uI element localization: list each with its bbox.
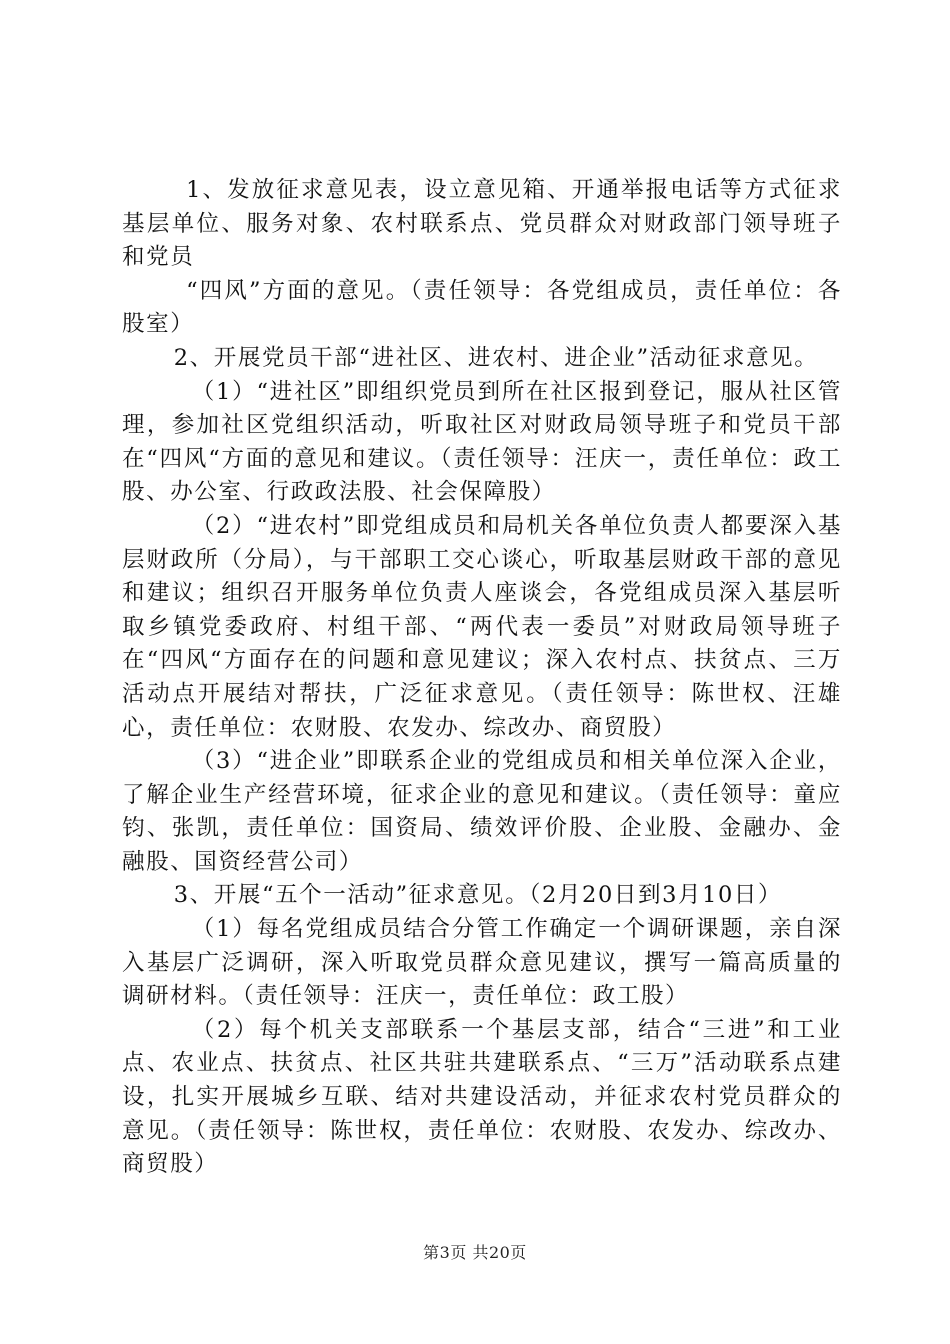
paragraph-item-2-1: （1）“进社区”即组织党员到所在社区报到登记，服从社区管理，参加社区党组织活动，听取社区对财政局领导班子和党员干部在“四风“方面的意见和建议。（责任领导：汪庆一，责任单位：政工股、办公室、行政政法股、社会保障股）	[122, 378, 842, 506]
paragraph-item-2: 2、开展党员干部“进社区、进农村、进企业”活动征求意见。	[173, 344, 819, 371]
paragraph-item-1: 1、发放征求意见表，设立意见箱、开通举报电话等方式征求基层单位、服务对象、农村联系点、党员群众对财政部门领导班子和党员	[122, 177, 842, 271]
paragraph-item-3-2: （2）每个机关支部联系一个基层支部，结合“三进”和工业点、农业点、扶贫点、社区共驻共建联系点、“三万”活动联系点建设，扎实开展城乡互联、结对共建设活动，并征求农村党员群众的意见。（责任领导：陈世权，责任单位：农财股、农发办、综改办、商贸股）	[122, 1016, 842, 1178]
paragraph-item-2-3: （3）“进企业”即联系企业的党组成员和相关单位深入企业，了解企业生产经营环境，征求企业的意见和建议。（责任领导：童应钧、张凯，责任单位：国资局、绩效评价股、企业股、金融办、金融股、国资经营公司）	[122, 748, 842, 875]
document-body	[122, 174, 842, 1182]
paragraph-item-3: 3、开展“五个一活动”征求意见。（2月20日到3月10日）	[173, 882, 783, 909]
page-number-footer: 第3页 共20页	[423, 1243, 527, 1262]
paragraph-item-1-continued: “四风”方面的意见。（责任领导：各党组成员，责任单位：各股室）	[122, 277, 842, 338]
paragraph-item-2-2: （2）“进农村”即党组成员和局机关各单位负责人都要深入基层财政所（分局），与干部职工交心谈心，听取基层财政干部的意见和建议；组织召开服务单位负责人座谈会，各党组成员深入基层听取乡镇党委政府、村组干部、“两代表一委员”对财政局领导班子在“四风“方面存在的问题和意见建议；深入农村点、扶贫点、三万活动点开展结对帮扶，广泛征求意见。（责任领导：陈世权、汪雄心，责任单位：农财股、农发办、综改办、商贸股）	[122, 512, 842, 741]
paragraph-item-3-1: （1）每名党组成员结合分管工作确定一个调研课题，亲自深入基层广泛调研，深入听取党员群众意见建议，撰写一篇高质量的调研材料。（责任领导：汪庆一，责任单位：政工股）	[122, 916, 842, 1010]
